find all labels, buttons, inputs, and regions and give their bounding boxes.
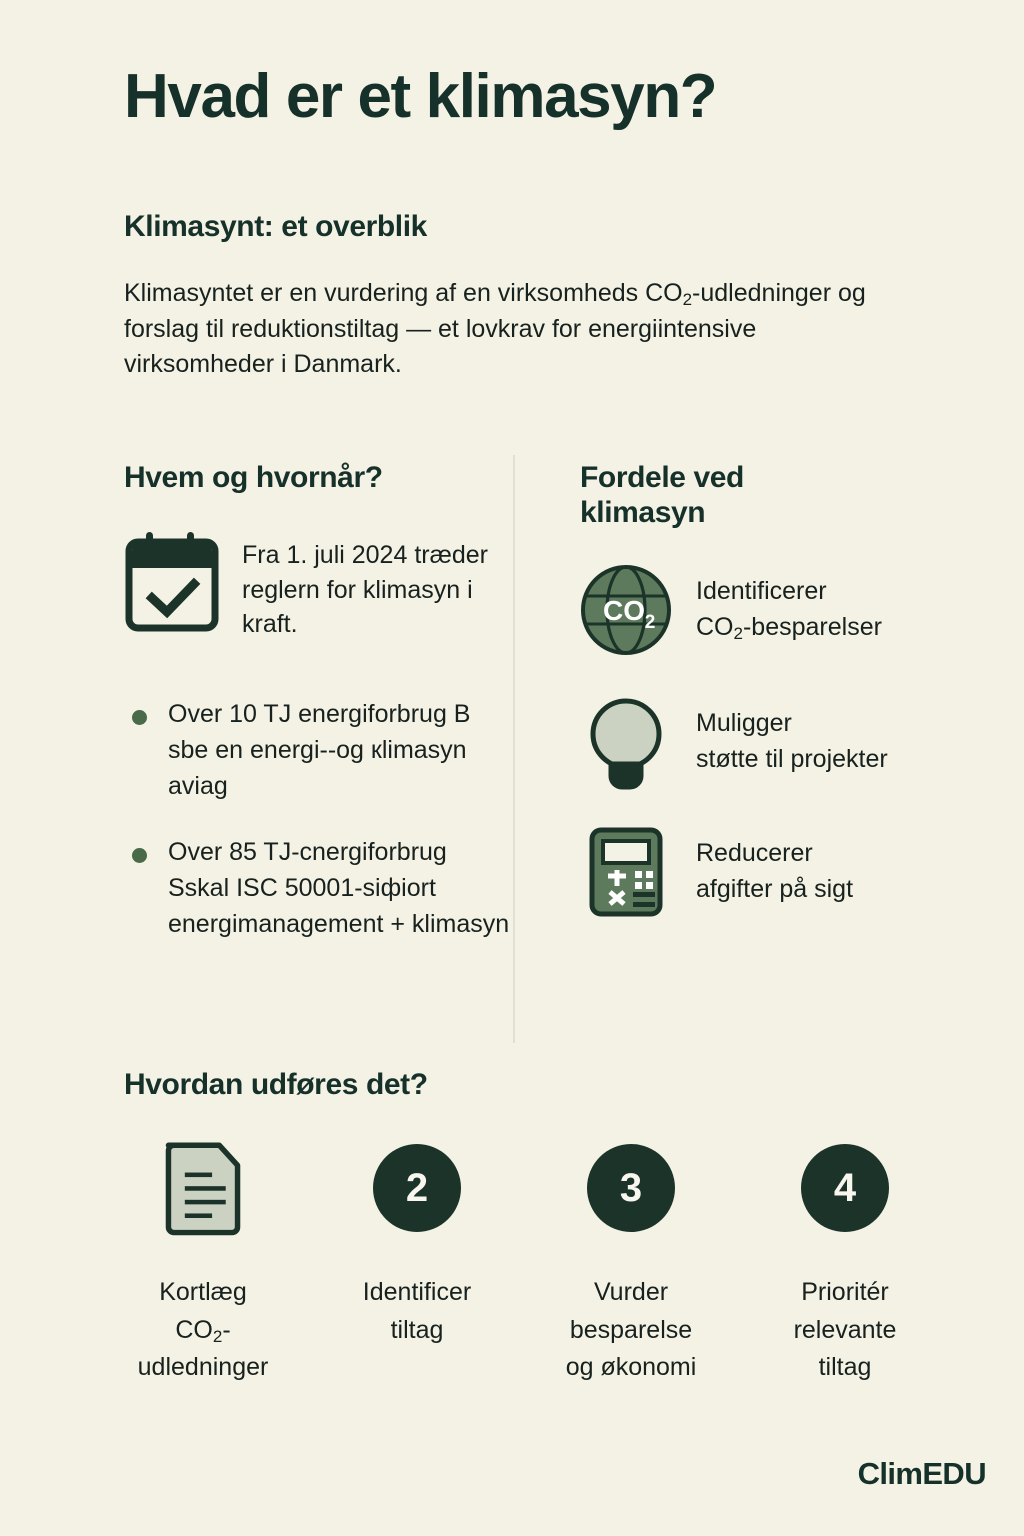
- benefits-heading: Fordele ved klimasyn: [580, 461, 744, 530]
- list-item: [124, 696, 514, 804]
- step-2: [310, 1140, 524, 1387]
- benefit-line1: Identificerer: [696, 577, 827, 605]
- step-1-line2-suffix: -: [222, 1315, 231, 1344]
- calendar-check-icon: [124, 530, 220, 634]
- step-1-line1: Kortlæg: [159, 1278, 247, 1306]
- overview-paragraph-prefix: Klimasyntet er en vurdering af en virksomheds CO: [124, 279, 683, 307]
- step-4: [738, 1140, 952, 1387]
- document-icon: [159, 1138, 247, 1238]
- step-1-badge: [155, 1140, 251, 1236]
- benefit-item-taxes: [578, 824, 996, 920]
- list-item-text: Over 85 TJ-cnergiforbrug Sskal ISC 50001-siфiort energimanagement + klimasyn: [168, 838, 510, 938]
- globe-co2-icon: [578, 562, 674, 658]
- overview-paragraph-subscript: 2: [682, 290, 693, 310]
- benefit-text-co2: [696, 562, 996, 645]
- step-2-label: [363, 1274, 471, 1349]
- step-3-badge: [583, 1140, 679, 1236]
- svg-text:2: 2: [644, 612, 656, 633]
- requirements-list: [124, 696, 514, 972]
- step-3-line3: og økonomi: [565, 1353, 697, 1381]
- step-1-label: [138, 1274, 269, 1387]
- benefit-line2: afgifter på sigt: [696, 874, 854, 903]
- calendar-text: Fra 1. juli 2024 træder reglern for klimasyn i kraft.: [242, 541, 488, 638]
- benefit-text-support: [696, 694, 996, 777]
- step-1-line3: udledninger: [137, 1353, 269, 1381]
- steps-row: [96, 1140, 952, 1387]
- bullet-dot-icon: [132, 710, 147, 725]
- step-3-label: [566, 1274, 697, 1387]
- step-2-number: 2: [373, 1144, 461, 1232]
- step-4-line3: tiltag: [818, 1353, 872, 1381]
- svg-text:CO: CO: [603, 595, 645, 626]
- step-4-badge: [797, 1140, 893, 1236]
- step-3-number: 3: [587, 1144, 675, 1232]
- step-4-label: [794, 1274, 897, 1387]
- step-4-line1: Prioritér: [801, 1278, 889, 1306]
- who-when-heading: Hvem og hvornår?: [124, 461, 383, 494]
- step-2-line2: tiltag: [390, 1315, 444, 1344]
- benefit-line2: støtte til projekter: [696, 744, 888, 773]
- step-3: [524, 1140, 738, 1387]
- bullet-dot-icon: [132, 848, 147, 863]
- calculator-icon: [578, 824, 674, 920]
- calendar-row: [124, 530, 502, 642]
- benefit-item-support: [578, 694, 996, 790]
- benefit-line2-subscript: 2: [733, 623, 743, 643]
- how-heading: Hvordan udføres det?: [124, 1068, 428, 1101]
- page-title: Hvad er et klimasyn?: [124, 62, 717, 131]
- step-1-line2-subscript: 2: [212, 1326, 223, 1346]
- overview-paragraph: [124, 276, 894, 383]
- benefit-line2-prefix: CO: [696, 612, 734, 641]
- list-item: [124, 834, 514, 942]
- lightbulb-icon: [578, 694, 674, 790]
- benefit-item-co2: [578, 562, 996, 658]
- list-item-text: Over 10 TJ energiforbrug B sbe en energi--og кlimasyn aviag: [168, 700, 471, 800]
- overview-heading: Klimasynt: et overblik: [124, 210, 427, 243]
- overview-paragraph-suffix: -udledninger og forslag til reduktionstiltag — et lovkrav for energiintensive virksomheder i Danmark.: [124, 279, 866, 378]
- brand-logo: ClimEDU: [857, 1456, 986, 1491]
- benefit-line1: Reducerer: [696, 839, 813, 867]
- step-4-line2: relevante: [793, 1315, 897, 1344]
- benefit-text-taxes: [696, 824, 996, 907]
- step-4-number: 4: [801, 1144, 889, 1232]
- step-1-line2-prefix: CO: [175, 1315, 213, 1344]
- step-2-line1: Identificer: [362, 1278, 472, 1306]
- step-3-line2: besparelse: [569, 1315, 693, 1344]
- step-3-line1: Vurder: [593, 1278, 669, 1306]
- benefit-line1: Muligger: [696, 709, 792, 737]
- step-2-badge: [369, 1140, 465, 1236]
- step-1: [96, 1140, 310, 1387]
- benefit-line2-suffix: -besparelser: [742, 612, 882, 641]
